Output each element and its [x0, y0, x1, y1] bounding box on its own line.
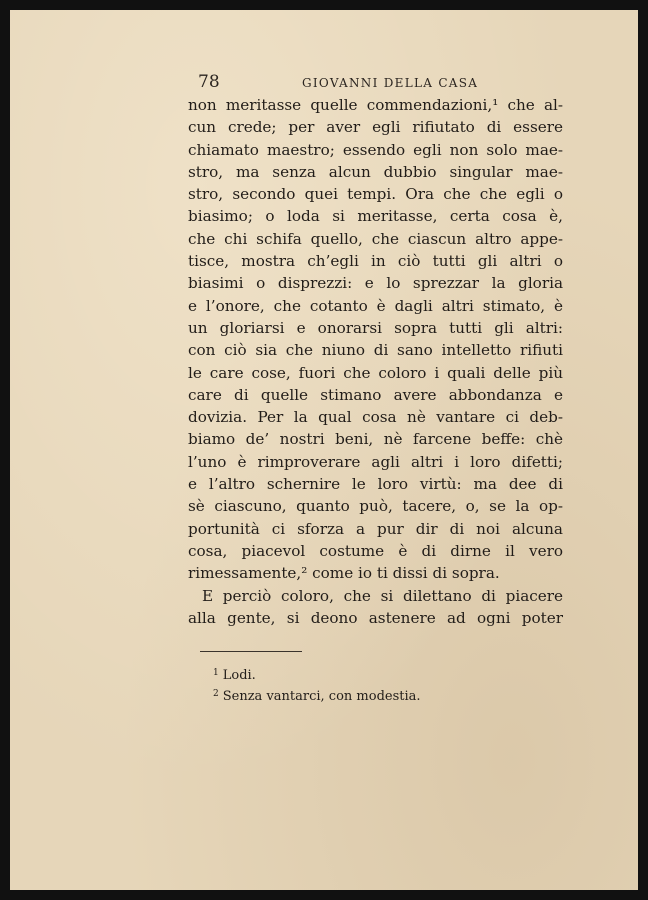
- text-line: rimessamente,² come io ti dissi di sopra.: [188, 564, 500, 583]
- text-line: dovizia. Per la qual cosa nè vantare ci deb-: [188, 408, 563, 427]
- text-line: biamo de’ nostri beni, nè farcene beffe: chè: [188, 430, 563, 449]
- text-line: che chi schifa quello, che ciascun altro appe-: [188, 229, 563, 248]
- text-line: stro, ma senza alcun dubbio singular mae-: [188, 162, 563, 181]
- text-line: biasimi o disprezzi: e lo sprezzar la gloria: [188, 274, 563, 293]
- footnotes: [213, 664, 421, 706]
- running-head: GIOVANNI DELLA CASA: [302, 76, 479, 90]
- text-line: chiamato maestro; essendo egli non solo mae-: [188, 140, 563, 159]
- text-line: un gloriarsi e onorarsi sopra tutti gli altri:: [188, 318, 563, 337]
- text-line: care di quelle stimano avere abbondanza e: [188, 385, 563, 404]
- page-number: 78: [198, 72, 220, 92]
- footnote-mark: 1: [213, 668, 219, 678]
- text-line: tisce, mostra ch’egli in ciò tutti gli altri o: [188, 252, 563, 271]
- footnote: [213, 664, 421, 685]
- text-line: le care cose, fuori che coloro i quali delle più: [188, 363, 563, 382]
- footnote: [213, 685, 421, 706]
- text-line: e l’onore, che cotanto è dagli altri stimato, è: [188, 296, 563, 315]
- text-line: l’uno è rimproverare agli altri i loro difetti;: [188, 452, 563, 471]
- footnote-rule: [200, 651, 302, 652]
- text-line: sè ciascuno, quanto può, tacere, o, se la op-: [188, 497, 563, 516]
- page-header: [198, 72, 570, 96]
- text-line: e l’altro schernire le loro virtù: ma dee di: [188, 475, 563, 494]
- text-line: cun crede; per aver egli rifiutato di essere: [188, 118, 563, 137]
- body-text: [188, 94, 563, 629]
- text-line: stro, secondo quei tempi. Ora che che egli o: [188, 185, 563, 204]
- text-line: cosa, piacevol costume è di dirne il vero: [188, 541, 563, 560]
- text-line: biasimo; o loda si meritasse, certa cosa è,: [188, 207, 563, 226]
- text-line: non meritasse quelle commendazioni,¹ che al-: [188, 96, 563, 114]
- footnote-text: Lodi.: [222, 668, 256, 683]
- text-line: E perciò coloro, che si dilettano di piacere: [202, 586, 563, 605]
- text-line: con ciò sia che niuno di sano intelletto rifiuti: [188, 341, 563, 360]
- text-line: alla gente, si deono astenere ad ogni poter: [188, 608, 563, 627]
- footnote-text: Senza vantarci, con modestia.: [222, 689, 421, 704]
- text-line: portunità ci sforza a pur dir di noi alcuna: [188, 519, 563, 538]
- footnote-mark: 2: [213, 689, 219, 699]
